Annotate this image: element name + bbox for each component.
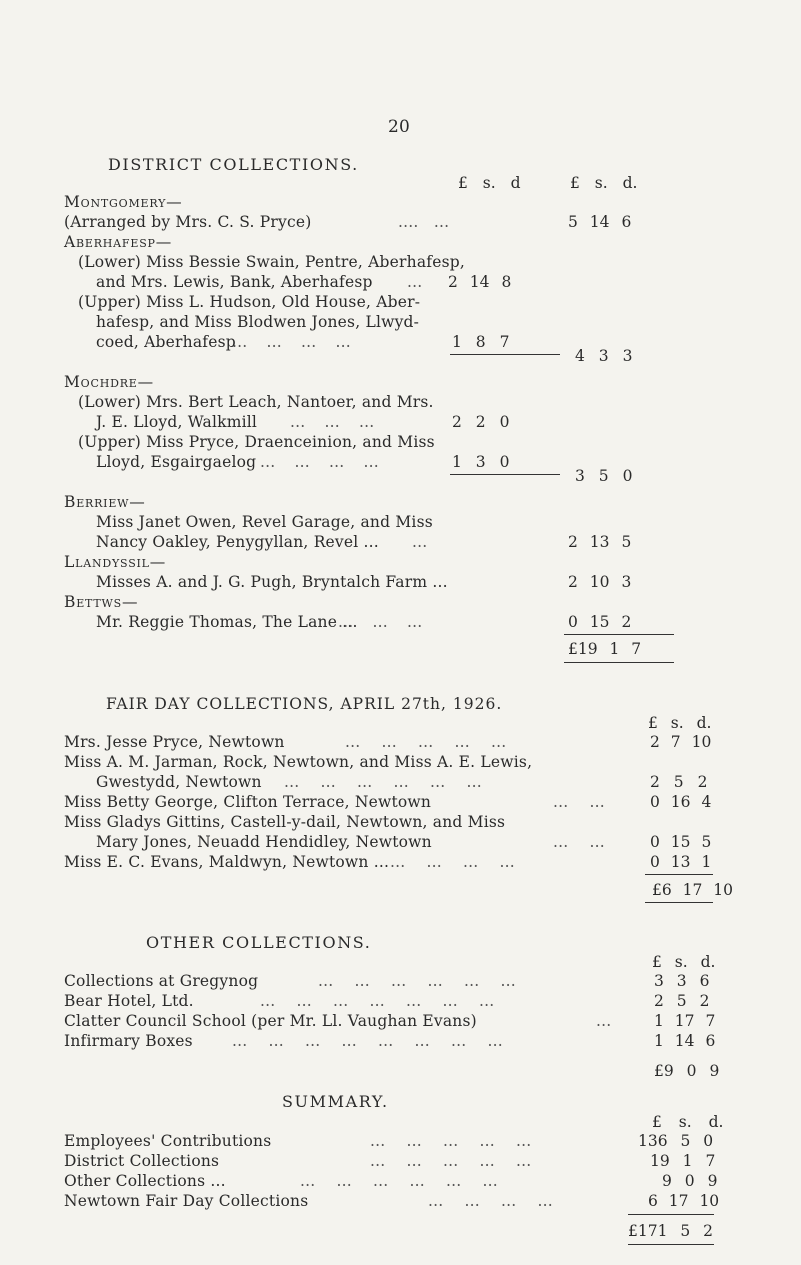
section-heading-montgomery: Montgomery— bbox=[64, 193, 183, 211]
total-rule bbox=[564, 662, 674, 663]
other-line-2: Bear Hotel, Ltd. bbox=[64, 992, 194, 1010]
mochdre-value-2: 1 3 0 bbox=[452, 453, 510, 471]
aberhafesp-line-2: and Mrs. Lewis, Bank, Aberhafesp bbox=[96, 273, 373, 291]
fair-title: FAIR DAY COLLECTIONS, APRIL 27th, 1926. bbox=[106, 695, 503, 713]
berriew-total: 2 13 5 bbox=[568, 533, 632, 551]
other-value-2: 2 5 2 bbox=[654, 992, 710, 1010]
leader-dots: ... ... bbox=[553, 833, 605, 851]
fair-value-2: 2 5 2 bbox=[650, 773, 708, 791]
other-value-1: 3 3 6 bbox=[654, 972, 710, 990]
district-title: DISTRICT COLLECTIONS. bbox=[108, 155, 359, 174]
mochdre-line-2: J. E. Lloyd, Walkmill bbox=[96, 413, 258, 431]
leader-dots: ... ... ... ... bbox=[390, 853, 515, 871]
leader-dots: ... ... ... ... ... ... bbox=[300, 1172, 498, 1190]
other-value-4: 1 14 6 bbox=[654, 1032, 716, 1050]
other-line-3: Clatter Council School (per Mr. Ll. Vaughan Evans) bbox=[64, 1012, 477, 1030]
fair-line-7: Miss E. C. Evans, Maldwyn, Newtown ... bbox=[64, 853, 390, 871]
mochdre-line-1: (Lower) Mrs. Bert Leach, Nantoer, and Mrs. bbox=[78, 393, 434, 411]
leader-dots: ... ... ... ... ... bbox=[345, 733, 507, 751]
other-line-4: Infirmary Boxes bbox=[64, 1032, 193, 1050]
summary-line-4: Newtown Fair Day Collections bbox=[64, 1192, 309, 1210]
montgomery-total: 5 14 6 bbox=[568, 213, 632, 231]
berriew-line-1: Miss Janet Owen, Revel Garage, and Miss bbox=[96, 513, 433, 531]
fair-line-2: Miss A. M. Jarman, Rock, Newtown, and Miss A. E. Lewis, bbox=[64, 753, 533, 771]
montgomery-line: (Arranged by Mrs. C. S. Pryce) bbox=[64, 213, 312, 231]
leader-dots: ... ... ... ... bbox=[232, 333, 351, 351]
other-title: OTHER COLLECTIONS. bbox=[146, 933, 372, 952]
fair-line-6: Mary Jones, Neuadd Hendidley, Newtown bbox=[96, 833, 432, 851]
other-total: £9 0 9 bbox=[654, 1062, 720, 1080]
summary-line-2: District Collections bbox=[64, 1152, 220, 1170]
summary-value-4: 6 17 10 bbox=[648, 1192, 720, 1210]
aberhafesp-line-3: (Upper) Miss L. Hudson, Old House, Aber- bbox=[78, 293, 421, 311]
summary-value-1: 136 5 0 bbox=[638, 1132, 714, 1150]
district-grand-total: £19 1 7 bbox=[568, 640, 642, 658]
leader-dots: ... ... ... ... ... ... ... bbox=[260, 992, 495, 1010]
llandyssil-total: 2 10 3 bbox=[568, 573, 632, 591]
leader-dots: ... ... bbox=[553, 793, 605, 811]
total-rule bbox=[564, 634, 674, 635]
leader-dots: ... ... ... ... ... ... bbox=[318, 972, 516, 990]
fair-value-5: 0 13 1 bbox=[650, 853, 712, 871]
leader-dots: ... ... ... ... ... bbox=[370, 1132, 532, 1150]
section-heading-bettws: Bettws— bbox=[64, 593, 139, 611]
total-rule bbox=[645, 874, 713, 875]
fair-value-1: 2 7 10 bbox=[650, 733, 712, 751]
leader-dots: ... ... ... ... ... bbox=[370, 1152, 532, 1170]
summary-total: £171 5 2 bbox=[628, 1222, 714, 1240]
summary-title: SUMMARY. bbox=[282, 1092, 389, 1111]
leader-dots: ... ... ... ... bbox=[428, 1192, 553, 1210]
leader-dots: ... ... ... ... ... ... ... ... bbox=[232, 1032, 503, 1050]
other-line-1: Collections at Gregynog bbox=[64, 972, 259, 990]
total-rule bbox=[628, 1214, 714, 1215]
page-number: 20 bbox=[388, 117, 411, 137]
section-heading-mochdre: Mochdre— bbox=[64, 373, 154, 391]
aberhafesp-value-2: 1 8 7 bbox=[452, 333, 510, 351]
subtotal-rule bbox=[450, 474, 560, 475]
leader-dots: ... ... ... bbox=[338, 613, 423, 631]
fair-line-5: Miss Gladys Gittins, Castell-y-dail, Newtown, and Miss bbox=[64, 813, 506, 831]
aberhafesp-line-1: (Lower) Miss Bessie Swain, Pentre, Aberhafesp, bbox=[78, 253, 465, 271]
district-header-left: £ s. d bbox=[458, 174, 521, 192]
leader-dots: .... ... bbox=[398, 213, 450, 231]
leader-dots: ... ... ... ... ... ... bbox=[284, 773, 482, 791]
section-heading-llandyssil: Llandyssil— bbox=[64, 553, 167, 571]
fair-total: £6 17 10 bbox=[652, 881, 734, 899]
llandyssil-line-1: Misses A. and J. G. Pugh, Bryntalch Farm ... bbox=[96, 573, 448, 591]
leader-dots: ... bbox=[412, 533, 428, 551]
district-header-right: £ s. d. bbox=[570, 174, 638, 192]
bettws-total: 0 15 2 bbox=[568, 613, 632, 631]
summary-line-1: Employees' Contributions bbox=[64, 1132, 272, 1150]
section-heading-aberhafesp: Aberhafesp— bbox=[64, 233, 173, 251]
summary-value-2: 19 1 7 bbox=[650, 1152, 716, 1170]
leader-dots: ... bbox=[407, 273, 423, 291]
section-heading-berriew: Berriew— bbox=[64, 493, 146, 511]
fair-line-1: Mrs. Jesse Pryce, Newtown bbox=[64, 733, 285, 751]
fair-line-3: Gwestydd, Newtown bbox=[96, 773, 262, 791]
summary-header: £ s. d. bbox=[652, 1113, 724, 1131]
leader-dots: ... ... ... ... bbox=[260, 453, 379, 471]
mochdre-value-1: 2 2 0 bbox=[452, 413, 510, 431]
fair-value-3: 0 16 4 bbox=[650, 793, 712, 811]
fair-value-4: 0 15 5 bbox=[650, 833, 712, 851]
total-rule bbox=[628, 1244, 714, 1245]
summary-line-3: Other Collections ... bbox=[64, 1172, 226, 1190]
mochdre-line-4: Lloyd, Esgairgaelog bbox=[96, 453, 257, 471]
summary-value-3: 9 0 9 bbox=[662, 1172, 718, 1190]
total-rule bbox=[645, 902, 713, 903]
leader-dots: ... ... ... bbox=[290, 413, 375, 431]
fair-header: £ s. d. bbox=[648, 714, 712, 732]
fair-line-4: Miss Betty George, Clifton Terrace, Newtown bbox=[64, 793, 432, 811]
leader-dots: ... bbox=[596, 1012, 612, 1030]
other-header: £ s. d. bbox=[652, 953, 716, 971]
bettws-line-1: Mr. Reggie Thomas, The Lane ... bbox=[96, 613, 358, 631]
mochdre-line-3: (Upper) Miss Pryce, Draenceinion, and Miss bbox=[78, 433, 435, 451]
berriew-line-2: Nancy Oakley, Penygyllan, Revel ... bbox=[96, 533, 379, 551]
mochdre-total: 3 5 0 bbox=[575, 467, 633, 485]
aberhafesp-line-4: hafesp, and Miss Blodwen Jones, Llwyd- bbox=[96, 313, 420, 331]
other-value-3: 1 17 7 bbox=[654, 1012, 716, 1030]
aberhafesp-value-1: 2 14 8 bbox=[448, 273, 512, 291]
aberhafesp-total: 4 3 3 bbox=[575, 347, 633, 365]
subtotal-rule bbox=[450, 354, 560, 355]
aberhafesp-line-5: coed, Aberhafesp bbox=[96, 333, 236, 351]
